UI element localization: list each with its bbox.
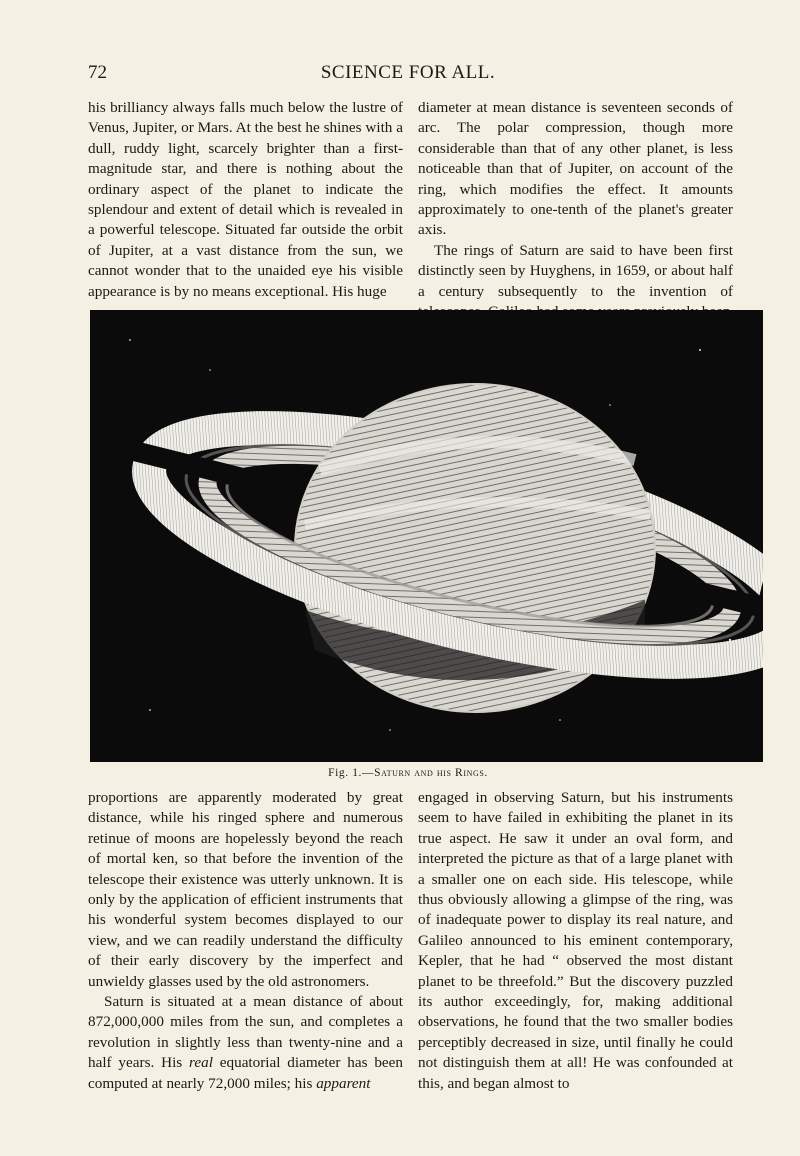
saturn-engraving: [90, 310, 763, 762]
emphasis-real: real: [189, 1054, 213, 1072]
emphasis-apparent: apparent: [316, 1074, 371, 1092]
paragraph: diameter at mean distance is seventeen seconds of arc. The polar compression, though more considerable than that of any other planet, is less noticeable than that of Jupiter, on account of the ring, which modifies the effect. It amounts approximately to one-tenth of the planet's greater axis.: [418, 99, 733, 239]
paragraph: proportions are apparently moderated by great distance, while his ringed sphere and numerous retinue of moons are hopelessly beyond the reach of mortal ken, so that before the invention of the telescope their existence was utterly unknown. It is only by the application of efficient instruments that his wonderful system becomes displayed to our view, and we can readily understand the difficulty of their early discovery by the imperfect and unwieldy glasses used by the old astronomers.: [88, 789, 403, 990]
column-bottom-left: [88, 788, 403, 1094]
running-title: SCIENCE FOR ALL.: [320, 62, 496, 83]
figure-caption: [88, 767, 728, 779]
column-top-left: [88, 98, 403, 302]
text-run: equatorial diameter has been computed at nearly 72,000 miles; his: [88, 1054, 403, 1092]
figure-label: Fig. 1.—: [328, 767, 375, 779]
paragraph: The rings of Saturn are said to have been first distinctly seen by Huyghens, in 1659, or about half a century subsequently to the invention of: [418, 241, 733, 300]
paragraph: engaged in observing Saturn, but his instruments seem to have failed in exhibiting the planet in its true aspect. He saw it under an oval form, and interpreted the picture as that of a large planet with a smaller one on each side. His telescope, while thus obviously allowing a glimpse of the ring, was of inadequate power to display its real nature, and Galileo announced to his eminent contemporary, Kepler, that he had “ observed the most distant planet to be threefold.” But the discovery puzzled its author exceedingly, for, making additional observations, he found that the two smaller bodies perceptibly decreased in size, until finally he could not distinguish them at all! He was confounded at this, and began almost to: [418, 789, 733, 1092]
saturn-illustration: [90, 310, 763, 762]
column-top-right: [418, 98, 733, 322]
paragraph: his brilliancy always falls much below the lustre of Venus, Jupiter, or Mars. At the best he shines with a dull, ruddy light, scarcely brighter than a first-magnitude star, and there is nothing about the ordinary aspect of the planet to indicate the splendour and extent of detail which is revealed in a powerful telescope. Situated far outside the orbit of Jupiter, at a vast distance from the sun, we cannot wonder that to the unaided eye his visible appearance is by no means exceptional. His huge: [88, 99, 403, 300]
text-run: Saturn is situated at a mean distance of about 872,000,000 miles from the sun, and completes a revolution in slightly less than twenty-nine and a half years. His: [88, 993, 403, 1072]
column-bottom-right: [418, 788, 733, 1094]
paragraph: [88, 992, 403, 1094]
running-head: [88, 62, 728, 84]
page-number: 72: [88, 62, 107, 83]
figure-title: Saturn and his Rings.: [374, 767, 488, 779]
